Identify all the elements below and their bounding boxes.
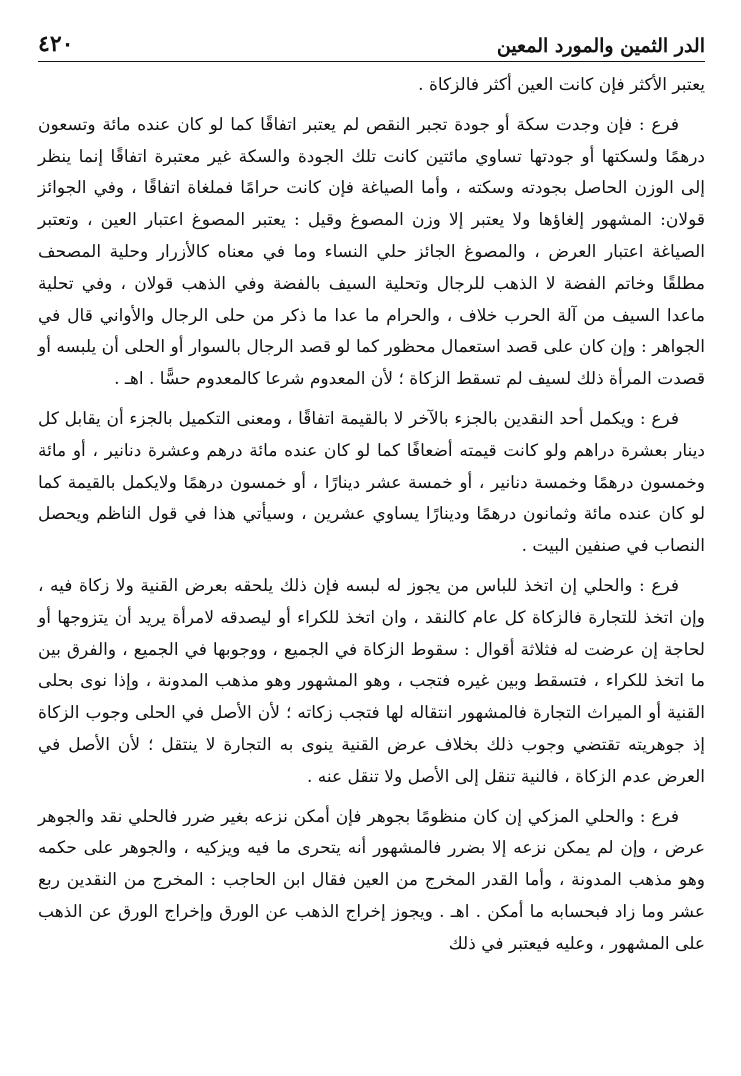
- page-number: ٤٢٠: [38, 31, 74, 57]
- paragraph-continuation: يعتبر الأكثر فإن كانت العين أكثر فالزكاة .: [418, 75, 705, 95]
- running-title: الدر الثمين والمورد المعين: [496, 35, 705, 57]
- paragraph-far-huli: فرع : والحلي إن اتخذ للباس من يجوز له لبسه فإن ذلك يلحقه بعرض القنية ولا زكاة فيه ، وإن اتخذ للتجارة فالزكاة كل عام كالنقد ، وان اتخذ للكراء أو ليصدقه لامرأة يريد أن يتزوجها أو لحاجة إن عرضت له فثلاثة أقوال : سقوط الزكاة في الجميع ، ووجوبها في الجميع ، والفرق بين ما اتخذ للكراء ، فتسقط وبين غيره فتجب ، وهو المشهور وهو مذهب المدونة ، وإذا نوى بحلى القنية أو الميراث التجارة فالمشهور انتقاله لها فتجب زكاته ؛ لأن الأصل في الحلى وجوب الزكاة إذ جوهريته تقتضي وجوب ذلك بخلاف عرض القنية ينوى به التجارة لا ينتقل ؛ لأن الأصل في العرض عدم الزكاة ، فالنية تنقل إلى الأصل ولا تنقل عنه .: [38, 575, 705, 787]
- body-text: [38, 70, 705, 961]
- paragraph-far-sikka: فرع : فإن وجدت سكة أو جودة تجبر النقص لم يعتبر اتفاقًا كما لو كان عنده مائة وتسعون درهمًا ولسكتها أو جودتها تساوي مائتين كانت تلك الجودة والسكة غير معتبرة اتفاقًا إنما ينظر إلى الوزن الحاصل بجودته وسكته ، وأما الصياغة فإن كانت حرامًا فملغاة اتفاقًا ، وفي الجوائز قولان: المشهور إلغاؤها ولا يعتبر إلا وزن المصوغ وقيل : يعتبر المصوغ اعتبار العين ، وتعتبر الصياغة اعتبار العرض ، والمصوغ الجائز حلي النساء وما في معناه كالأزرار وحلية المصحف مطلقًا وخاتم الفضة لا الذهب للرجال وتحلية السيف بالفضة وفي الذهب قولان ، وفي تحلية ماعدا السيف من آلة الحرب خلاف ، والحرام ما عدا ما ذكر من حلى الرجال والأواني قال في الجواهر : وإن كان على قصد استعمال محظور كما لو قصد الرجال بالسوار أو الحلى أن يلبسه أو قصدت المرأة ذلك لسيف لم تسقط الزكاة ؛ لأن المعدوم شرعا كالمعدوم حسًّا . اهـ .: [38, 114, 705, 390]
- paragraph-far-munazzam: فرع : والحلي المزكي إن كان منظومًا بجوهر فإن أمكن نزعه بغير ضرر فالحلي نقد والجوهر عرض ، وإن لم يمكن نزعه إلا بضرر فالمشهور أنه يتحرى ما فيه ويزكيه ، والجوهر على حكمه وهو مذهب المدونة ، وأما القدر المخرج من العين فقال ابن الحاجب : المخرج من النقدين ربع عشر وما زاد فبحسابه ما أمكن . اهـ . ويجوز إخراج الذهب عن الورق وإخراج الورق عن الذهب على المشهور ، وعليه فيعتبر في ذلك: [38, 806, 705, 954]
- paragraph-far-takmil: فرع : ويكمل أحد النقدين بالجزء بالآخر لا بالقيمة اتفاقًا ، ومعنى التكميل بالجزء أن يقابل كل دينار بعشرة دراهم ولو كانت قيمته أضعافًا كما لو كان عنده مائة درهم وعشرة دنانير ، أو مائة وخمسون درهمًا وخمسة دنانير ، أو خمسة عشر دينارًا ، أو خمسون درهمًا ولايكمل بالقيمة كما لو كان عنده مائة وثمانون درهمًا ودينارًا يساوي عشرين ، وسيأتي هذا في قول الناظم ويحصل النصاب في صنفين البيت .: [38, 408, 705, 557]
- page-header: [38, 28, 705, 62]
